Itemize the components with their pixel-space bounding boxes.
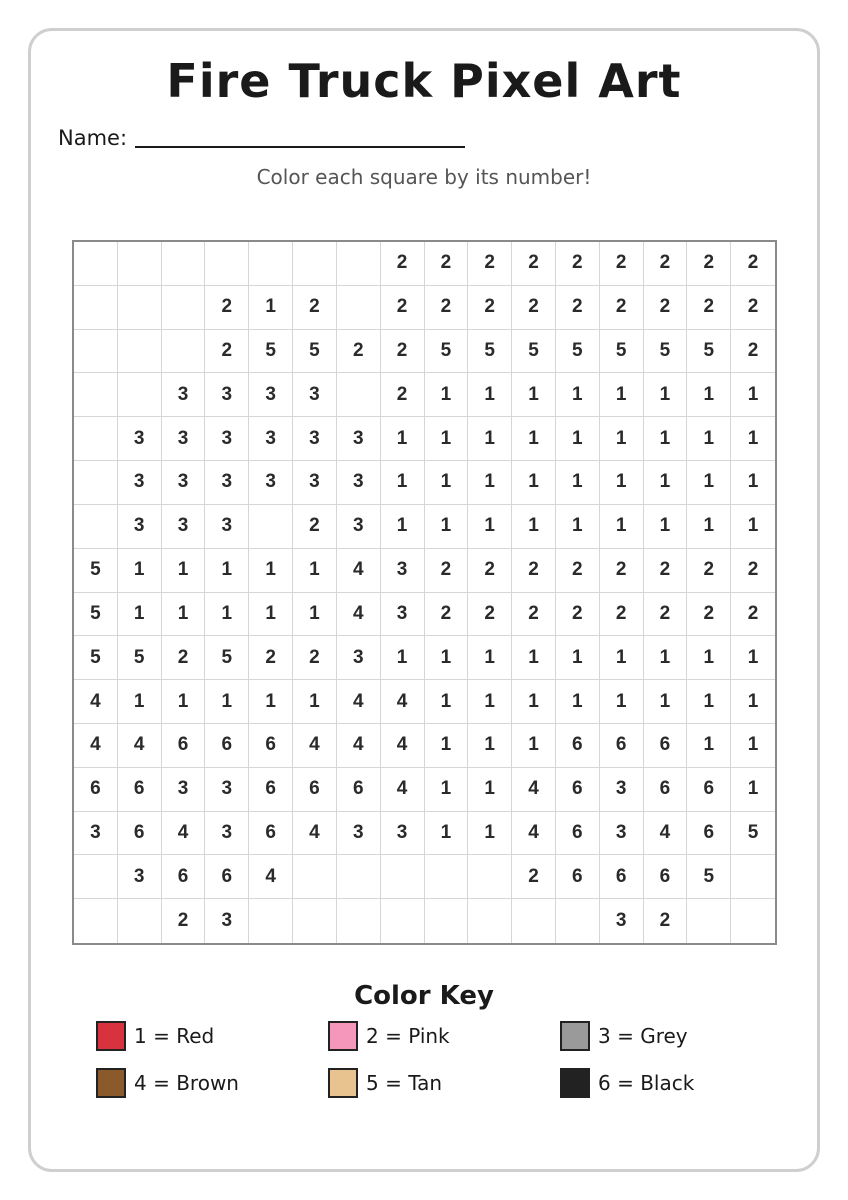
grid-cell[interactable]: 2 <box>644 286 688 330</box>
color-key-item <box>560 1019 688 1053</box>
grid-cell[interactable]: 3 <box>205 768 249 812</box>
grid-cell[interactable] <box>249 242 293 286</box>
grid-cell[interactable]: 1 <box>468 724 512 768</box>
grid-cell[interactable]: 6 <box>687 812 731 856</box>
grid-cell[interactable]: 5 <box>731 812 775 856</box>
grid-cell[interactable] <box>425 899 469 943</box>
grid-cell[interactable]: 2 <box>644 593 688 637</box>
grid-cell[interactable] <box>512 899 556 943</box>
grid-cell[interactable]: 2 <box>600 549 644 593</box>
grid-cell[interactable]: 5 <box>425 330 469 374</box>
grid-cell[interactable]: 3 <box>118 855 162 899</box>
grid-cell[interactable]: 6 <box>249 812 293 856</box>
grid-cell[interactable]: 2 <box>556 286 600 330</box>
grid-cell[interactable]: 2 <box>687 242 731 286</box>
grid-cell[interactable]: 3 <box>249 461 293 505</box>
grid-cell[interactable]: 3 <box>600 768 644 812</box>
grid-cell[interactable]: 1 <box>118 593 162 637</box>
grid-cell[interactable] <box>118 330 162 374</box>
grid-cell[interactable]: 2 <box>644 899 688 943</box>
grid-cell[interactable]: 3 <box>337 461 381 505</box>
color-key-item <box>328 1019 450 1053</box>
grid-cell[interactable]: 3 <box>337 417 381 461</box>
grid-cell[interactable]: 1 <box>205 680 249 724</box>
grid-cell[interactable]: 5 <box>249 330 293 374</box>
grid-cell[interactable]: 6 <box>205 724 249 768</box>
grid-cell[interactable]: 5 <box>644 330 688 374</box>
grid-cell[interactable]: 1 <box>381 461 425 505</box>
grid-cell[interactable]: 1 <box>118 549 162 593</box>
grid-cell[interactable]: 1 <box>381 417 425 461</box>
grid-cell[interactable]: 1 <box>468 417 512 461</box>
grid-cell[interactable] <box>337 242 381 286</box>
grid-cell[interactable] <box>118 286 162 330</box>
grid-cell[interactable] <box>556 899 600 943</box>
grid-cell[interactable]: 1 <box>162 680 206 724</box>
grid-cell[interactable]: 1 <box>644 417 688 461</box>
grid-cell[interactable]: 1 <box>556 636 600 680</box>
grid-cell[interactable] <box>731 855 775 899</box>
grid-cell[interactable]: 6 <box>118 768 162 812</box>
grid-cell[interactable] <box>293 855 337 899</box>
grid-cell[interactable]: 3 <box>337 812 381 856</box>
grid-cell[interactable] <box>74 373 118 417</box>
grid-cell[interactable] <box>74 286 118 330</box>
grid-cell[interactable]: 5 <box>74 636 118 680</box>
grid-cell[interactable]: 2 <box>293 505 337 549</box>
grid-cell[interactable]: 1 <box>556 461 600 505</box>
grid-cell[interactable] <box>293 899 337 943</box>
grid-cell[interactable]: 1 <box>468 636 512 680</box>
grid-cell[interactable]: 2 <box>468 242 512 286</box>
grid-cell[interactable]: 3 <box>118 505 162 549</box>
grid-cell[interactable]: 4 <box>337 724 381 768</box>
grid-cell[interactable]: 1 <box>512 505 556 549</box>
grid-cell[interactable]: 6 <box>644 855 688 899</box>
color-key-label: 5 = Tan <box>366 1071 443 1095</box>
grid-cell[interactable]: 3 <box>293 373 337 417</box>
grid-cell[interactable]: 1 <box>425 417 469 461</box>
grid-cell[interactable] <box>162 242 206 286</box>
color-swatch <box>328 1068 358 1098</box>
grid-cell[interactable]: 1 <box>468 680 512 724</box>
grid-cell[interactable]: 2 <box>687 593 731 637</box>
grid-cell[interactable]: 2 <box>687 286 731 330</box>
grid-cell[interactable] <box>731 899 775 943</box>
grid-cell[interactable]: 2 <box>731 549 775 593</box>
grid-cell[interactable]: 1 <box>425 505 469 549</box>
grid-cell[interactable] <box>118 899 162 943</box>
grid-cell[interactable]: 1 <box>600 505 644 549</box>
grid-cell[interactable]: 1 <box>381 636 425 680</box>
grid-cell[interactable] <box>381 899 425 943</box>
color-key-item <box>96 1019 214 1053</box>
grid-cell[interactable]: 2 <box>512 286 556 330</box>
grid-cell[interactable]: 1 <box>687 505 731 549</box>
grid-cell[interactable]: 2 <box>731 593 775 637</box>
grid-cell[interactable]: 2 <box>512 242 556 286</box>
grid-cell[interactable]: 1 <box>731 768 775 812</box>
grid-cell[interactable]: 3 <box>600 812 644 856</box>
grid-cell[interactable] <box>337 373 381 417</box>
grid-cell[interactable] <box>74 461 118 505</box>
grid-cell[interactable]: 1 <box>468 768 512 812</box>
grid-cell[interactable]: 3 <box>293 417 337 461</box>
grid-cell[interactable]: 1 <box>512 724 556 768</box>
grid-cell[interactable]: 2 <box>512 593 556 637</box>
grid-cell[interactable]: 2 <box>644 242 688 286</box>
grid-cell[interactable]: 1 <box>293 593 337 637</box>
color-swatch <box>560 1021 590 1051</box>
grid-cell[interactable]: 2 <box>293 286 337 330</box>
grid-cell[interactable]: 6 <box>556 855 600 899</box>
grid-cell[interactable]: 6 <box>293 768 337 812</box>
grid-cell[interactable]: 2 <box>468 593 512 637</box>
grid-cell[interactable]: 2 <box>556 593 600 637</box>
grid-cell[interactable]: 2 <box>512 549 556 593</box>
grid-cell[interactable]: 3 <box>118 461 162 505</box>
grid-cell[interactable]: 1 <box>205 593 249 637</box>
grid-cell[interactable]: 1 <box>512 680 556 724</box>
grid-cell[interactable]: 3 <box>337 636 381 680</box>
grid-cell[interactable]: 4 <box>644 812 688 856</box>
grid-cell[interactable] <box>74 330 118 374</box>
grid-cell[interactable]: 2 <box>425 242 469 286</box>
color-key-item <box>96 1066 239 1100</box>
grid-cell[interactable]: 1 <box>512 636 556 680</box>
name-row <box>58 122 465 152</box>
grid-cell[interactable]: 2 <box>600 242 644 286</box>
grid-cell[interactable]: 5 <box>293 330 337 374</box>
grid-cell[interactable]: 1 <box>162 549 206 593</box>
grid-cell[interactable] <box>687 899 731 943</box>
grid-cell[interactable]: 6 <box>687 768 731 812</box>
grid-cell[interactable]: 1 <box>249 286 293 330</box>
grid-cell[interactable]: 1 <box>600 680 644 724</box>
grid-cell[interactable] <box>293 242 337 286</box>
grid-cell[interactable]: 1 <box>556 680 600 724</box>
grid-cell[interactable]: 3 <box>205 812 249 856</box>
grid-cell[interactable]: 3 <box>162 373 206 417</box>
grid-cell[interactable]: 4 <box>74 724 118 768</box>
grid-cell[interactable]: 1 <box>468 505 512 549</box>
grid-cell[interactable]: 4 <box>74 680 118 724</box>
grid-cell[interactable]: 2 <box>644 549 688 593</box>
grid-cell[interactable]: 2 <box>381 330 425 374</box>
grid-cell[interactable]: 2 <box>205 330 249 374</box>
color-key-label: 6 = Black <box>598 1071 695 1095</box>
grid-cell[interactable]: 1 <box>687 417 731 461</box>
grid-cell[interactable]: 1 <box>687 461 731 505</box>
grid-cell[interactable]: 1 <box>644 505 688 549</box>
grid-cell[interactable] <box>337 286 381 330</box>
grid-cell[interactable] <box>337 855 381 899</box>
grid-cell[interactable]: 4 <box>118 724 162 768</box>
grid-cell[interactable]: 6 <box>205 855 249 899</box>
grid-cell[interactable]: 1 <box>205 549 249 593</box>
grid-cell[interactable]: 3 <box>118 417 162 461</box>
grid-cell[interactable]: 1 <box>731 724 775 768</box>
grid-cell[interactable]: 5 <box>687 855 731 899</box>
grid-cell[interactable]: 2 <box>731 286 775 330</box>
grid-cell[interactable]: 5 <box>74 549 118 593</box>
grid-cell[interactable]: 2 <box>381 242 425 286</box>
grid-cell[interactable]: 6 <box>556 812 600 856</box>
color-swatch <box>560 1068 590 1098</box>
grid-cell[interactable]: 1 <box>512 461 556 505</box>
grid-cell[interactable]: 1 <box>468 812 512 856</box>
grid-cell[interactable] <box>118 373 162 417</box>
grid-cell[interactable]: 1 <box>687 724 731 768</box>
grid-cell[interactable]: 1 <box>731 417 775 461</box>
grid-cell[interactable]: 1 <box>162 593 206 637</box>
grid-cell[interactable]: 3 <box>205 461 249 505</box>
grid-cell[interactable]: 3 <box>205 899 249 943</box>
name-label: Name: <box>58 126 128 150</box>
grid-cell[interactable]: 4 <box>381 768 425 812</box>
grid-cell[interactable] <box>74 855 118 899</box>
grid-cell[interactable]: 1 <box>644 636 688 680</box>
grid-cell[interactable] <box>337 899 381 943</box>
grid-cell[interactable]: 2 <box>731 330 775 374</box>
grid-cell[interactable]: 6 <box>600 724 644 768</box>
instructions: Color each square by its number! <box>256 165 592 189</box>
grid-cell[interactable] <box>74 242 118 286</box>
grid-cell[interactable]: 1 <box>468 461 512 505</box>
grid-cell[interactable]: 2 <box>600 593 644 637</box>
grid-cell[interactable]: 4 <box>381 680 425 724</box>
grid-cell[interactable]: 3 <box>381 812 425 856</box>
grid-cell[interactable]: 1 <box>468 373 512 417</box>
grid-cell[interactable]: 1 <box>731 505 775 549</box>
grid-cell[interactable]: 2 <box>468 286 512 330</box>
grid-cell[interactable]: 6 <box>600 855 644 899</box>
grid-cell[interactable]: 2 <box>249 636 293 680</box>
grid-cell[interactable]: 1 <box>293 549 337 593</box>
page-title: Fire Truck Pixel Art <box>166 54 682 108</box>
color-key-label: 3 = Grey <box>598 1024 688 1048</box>
grid-cell[interactable]: 2 <box>205 286 249 330</box>
grid-cell[interactable]: 1 <box>425 812 469 856</box>
grid-cell[interactable]: 1 <box>731 373 775 417</box>
grid-cell[interactable]: 3 <box>293 461 337 505</box>
grid-cell[interactable]: 1 <box>425 373 469 417</box>
grid-cell[interactable]: 3 <box>162 768 206 812</box>
grid-cell[interactable]: 2 <box>162 636 206 680</box>
grid-cell[interactable]: 1 <box>600 636 644 680</box>
grid-cell[interactable]: 3 <box>381 593 425 637</box>
grid-cell[interactable]: 6 <box>249 768 293 812</box>
grid-cell[interactable]: 2 <box>600 286 644 330</box>
grid-cell[interactable]: 6 <box>644 768 688 812</box>
grid-cell[interactable]: 2 <box>512 855 556 899</box>
grid-cell[interactable]: 3 <box>337 505 381 549</box>
grid-cell[interactable]: 6 <box>337 768 381 812</box>
grid-cell[interactable]: 2 <box>556 549 600 593</box>
grid-cell[interactable]: 3 <box>205 417 249 461</box>
grid-cell[interactable]: 4 <box>512 812 556 856</box>
grid-cell[interactable] <box>205 242 249 286</box>
grid-cell[interactable] <box>425 855 469 899</box>
grid-cell[interactable]: 1 <box>425 636 469 680</box>
grid-cell[interactable]: 1 <box>512 373 556 417</box>
grid-cell[interactable]: 3 <box>162 461 206 505</box>
grid-cell[interactable]: 3 <box>162 417 206 461</box>
grid-cell[interactable]: 3 <box>162 505 206 549</box>
grid-cell[interactable]: 1 <box>687 636 731 680</box>
grid-cell[interactable]: 5 <box>468 330 512 374</box>
grid-cell[interactable]: 2 <box>162 899 206 943</box>
grid-cell[interactable]: 2 <box>337 330 381 374</box>
grid-cell[interactable]: 5 <box>118 636 162 680</box>
grid-cell[interactable]: 1 <box>600 417 644 461</box>
name-field[interactable] <box>135 124 465 148</box>
grid-cell[interactable]: 1 <box>425 724 469 768</box>
grid-cell[interactable]: 2 <box>731 242 775 286</box>
grid-cell[interactable]: 2 <box>381 286 425 330</box>
grid-cell[interactable]: 3 <box>205 373 249 417</box>
grid-cell[interactable]: 1 <box>600 373 644 417</box>
color-swatch <box>96 1068 126 1098</box>
grid-cell[interactable]: 1 <box>425 680 469 724</box>
grid-cell[interactable]: 4 <box>249 855 293 899</box>
grid-cell[interactable]: 2 <box>468 549 512 593</box>
grid-cell[interactable]: 1 <box>425 768 469 812</box>
color-key-label: 4 = Brown <box>134 1071 239 1095</box>
grid-cell[interactable]: 5 <box>556 330 600 374</box>
grid-cell[interactable]: 3 <box>600 899 644 943</box>
grid-cell[interactable]: 6 <box>556 724 600 768</box>
color-key-item <box>560 1066 694 1100</box>
grid-cell[interactable]: 5 <box>512 330 556 374</box>
color-swatch <box>96 1021 126 1051</box>
grid-cell[interactable]: 2 <box>293 636 337 680</box>
grid-cell[interactable]: 3 <box>205 505 249 549</box>
grid-cell[interactable] <box>74 505 118 549</box>
grid-cell[interactable] <box>468 899 512 943</box>
grid-cell[interactable]: 3 <box>381 549 425 593</box>
grid-cell[interactable]: 1 <box>600 461 644 505</box>
grid-cell[interactable]: 1 <box>687 680 731 724</box>
grid-cell[interactable]: 1 <box>293 680 337 724</box>
grid-cell[interactable] <box>468 855 512 899</box>
grid-cell[interactable]: 1 <box>644 461 688 505</box>
grid-cell[interactable]: 1 <box>556 417 600 461</box>
grid-cell[interactable]: 1 <box>731 636 775 680</box>
grid-cell[interactable]: 6 <box>249 724 293 768</box>
grid-cell[interactable]: 2 <box>556 242 600 286</box>
grid-cell[interactable]: 1 <box>687 373 731 417</box>
grid-cell[interactable] <box>249 899 293 943</box>
grid-cell[interactable]: 1 <box>425 461 469 505</box>
grid-cell[interactable] <box>74 417 118 461</box>
grid-cell[interactable]: 1 <box>644 373 688 417</box>
grid-cell[interactable]: 2 <box>381 373 425 417</box>
grid-cell[interactable]: 3 <box>74 812 118 856</box>
grid-cell[interactable]: 2 <box>687 549 731 593</box>
grid-cell[interactable] <box>249 505 293 549</box>
grid-cell[interactable]: 5 <box>687 330 731 374</box>
grid-cell[interactable]: 4 <box>293 724 337 768</box>
pixel-grid <box>72 240 777 945</box>
grid-cell[interactable]: 6 <box>118 812 162 856</box>
grid-cell[interactable]: 1 <box>249 549 293 593</box>
grid-cell[interactable]: 1 <box>556 373 600 417</box>
grid-cell[interactable]: 1 <box>249 593 293 637</box>
grid-cell[interactable]: 6 <box>556 768 600 812</box>
grid-cell[interactable]: 4 <box>337 680 381 724</box>
grid-cell[interactable] <box>381 855 425 899</box>
grid-cell[interactable]: 4 <box>293 812 337 856</box>
grid-cell[interactable]: 5 <box>74 593 118 637</box>
color-key-label: 1 = Red <box>134 1024 215 1048</box>
grid-cell[interactable]: 4 <box>162 812 206 856</box>
grid-cell[interactable]: 4 <box>512 768 556 812</box>
grid-cell[interactable] <box>162 286 206 330</box>
grid-cell[interactable]: 2 <box>425 286 469 330</box>
grid-cell[interactable]: 6 <box>644 724 688 768</box>
grid-cell[interactable]: 1 <box>381 505 425 549</box>
grid-cell[interactable] <box>118 242 162 286</box>
grid-cell[interactable] <box>162 330 206 374</box>
color-key-title: Color Key <box>354 981 494 1011</box>
grid-cell[interactable]: 2 <box>425 593 469 637</box>
grid-cell[interactable]: 4 <box>337 593 381 637</box>
grid-cell[interactable]: 2 <box>425 549 469 593</box>
grid-cell[interactable]: 6 <box>162 724 206 768</box>
grid-cell[interactable]: 1 <box>512 417 556 461</box>
grid-cell[interactable]: 3 <box>249 417 293 461</box>
grid-cell[interactable]: 4 <box>381 724 425 768</box>
grid-cell[interactable]: 6 <box>162 855 206 899</box>
grid-cell[interactable]: 1 <box>644 680 688 724</box>
grid-cell[interactable]: 4 <box>337 549 381 593</box>
grid-cell[interactable]: 3 <box>249 373 293 417</box>
color-key-label: 2 = Pink <box>366 1024 450 1048</box>
grid-cell[interactable]: 1 <box>249 680 293 724</box>
grid-cell[interactable]: 5 <box>205 636 249 680</box>
grid-cell[interactable]: 5 <box>600 330 644 374</box>
color-swatch <box>328 1021 358 1051</box>
grid-cell[interactable]: 1 <box>731 461 775 505</box>
grid-cell[interactable] <box>74 899 118 943</box>
grid-cell[interactable]: 1 <box>556 505 600 549</box>
grid-cell[interactable]: 1 <box>118 680 162 724</box>
color-key-item <box>328 1066 442 1100</box>
grid-cell[interactable]: 1 <box>731 680 775 724</box>
grid-cell[interactable]: 6 <box>74 768 118 812</box>
